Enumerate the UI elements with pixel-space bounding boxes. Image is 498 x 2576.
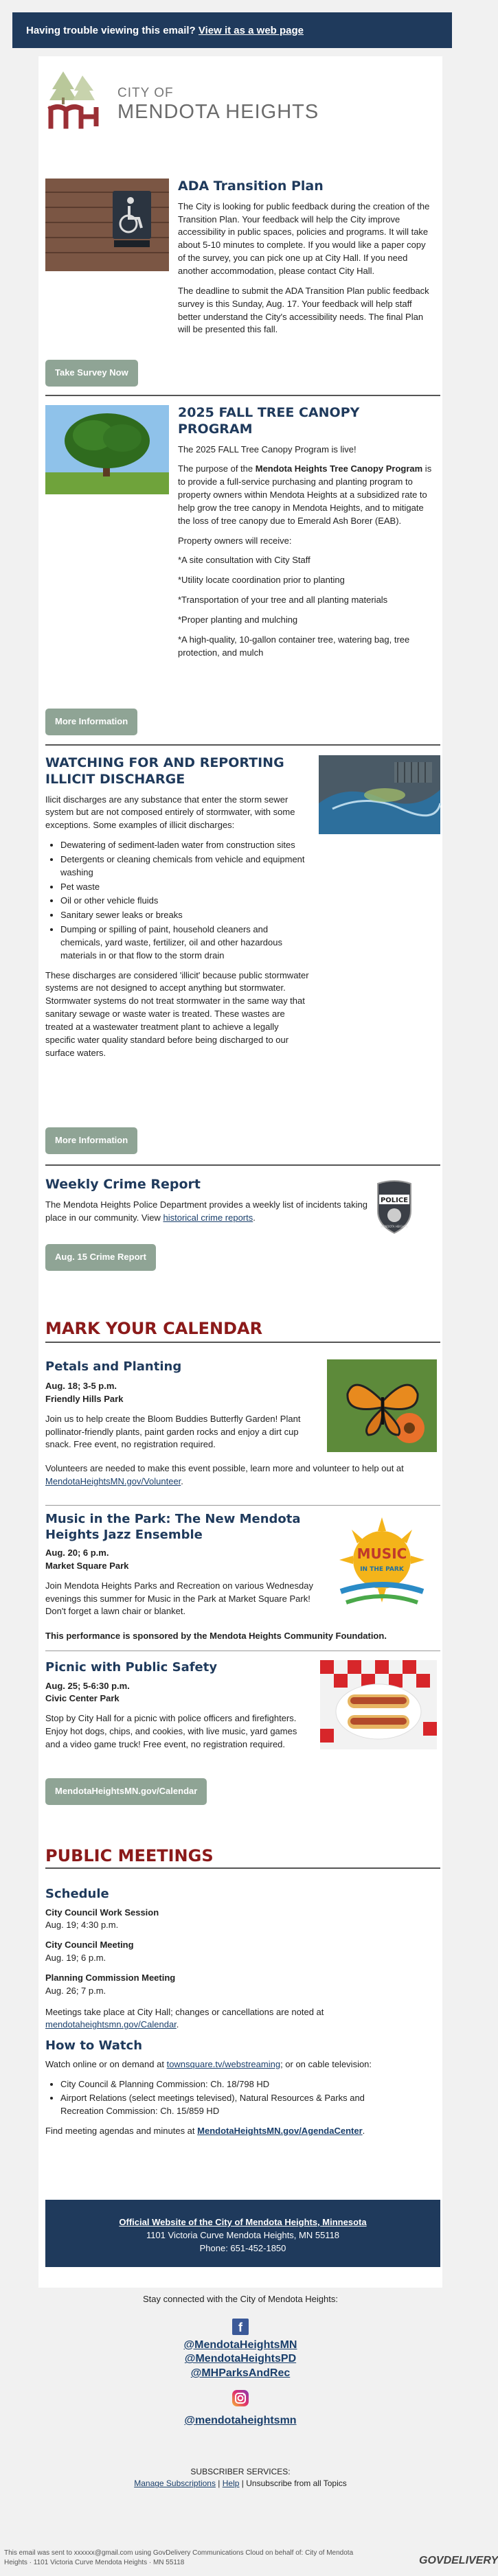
- meetings-note: [45, 2006, 389, 2032]
- tree-text: [178, 405, 432, 666]
- subscriber-services: [38, 2466, 442, 2490]
- picnic-event: [45, 1660, 440, 1784]
- illicit-item: • Oil or other vehicle fluids: [60, 895, 310, 908]
- facebook-icon[interactable]: f: [232, 2319, 249, 2335]
- music-in-park-logo: [327, 1512, 437, 1622]
- city-logo-mark: [45, 69, 109, 130]
- webstreaming-link[interactable]: townsquare.tv/webstreaming: [166, 2058, 281, 2069]
- govdelivery-logo[interactable]: GOVDELIVERY: [419, 2555, 498, 2566]
- facebook-link[interactable]: @MendotaHeightsPD: [184, 2353, 297, 2365]
- illicit-item: • Sanitary sewer leaks or breaks: [60, 909, 310, 922]
- manage-subscriptions-link[interactable]: Manage Subscriptions: [134, 2479, 216, 2489]
- music-text: [45, 1512, 320, 1625]
- music-sponsor: This performance is sponsored by the Mendota Heights Community Foundation.: [45, 1631, 387, 1641]
- volunteer-link[interactable]: MendotaHeightsMN.gov/Volunteer: [45, 1475, 181, 1486]
- separator: |: [241, 2479, 244, 2489]
- petals-text: [45, 1380, 320, 1458]
- petals-where: Friendly Hills Park: [45, 1393, 124, 1404]
- instagram-icon[interactable]: [38, 2389, 442, 2411]
- city-logo[interactable]: [45, 69, 320, 130]
- divider: [45, 395, 440, 396]
- divider: [45, 1505, 440, 1506]
- illicit-item: • Pet waste: [60, 881, 310, 894]
- web-view-link[interactable]: View it as a web page: [198, 25, 304, 36]
- tree-canopy-section: [45, 405, 440, 658]
- music-where: Market Square Park: [45, 1560, 129, 1571]
- tree-p2-start: The purpose of the: [178, 463, 256, 474]
- butterfly-image: [327, 1359, 437, 1452]
- music-event: [45, 1512, 440, 1649]
- petals-when: Aug. 18; 3-5 p.m.: [45, 1381, 117, 1391]
- meeting-name: City Council Meeting: [45, 1940, 134, 1951]
- picnic-text: [45, 1660, 313, 1758]
- crime-text-start: The Mendota Heights Police Department provides a weekly list of incidents taking place in our community. View: [45, 1199, 367, 1223]
- meeting-name: Planning Commission Meeting: [45, 1972, 176, 1983]
- social-section: [38, 2293, 442, 2428]
- divider: [45, 1867, 440, 1869]
- agenda-text-end: .: [362, 2126, 365, 2137]
- social-heading: Stay connected with the City of Mendota Heights:: [143, 2294, 338, 2304]
- email-body: [38, 56, 442, 2288]
- tree-paragraph-1: The 2025 FALL Tree Canopy Program is live!: [178, 444, 356, 455]
- web-view-bar: [12, 12, 452, 48]
- help-link[interactable]: Help: [222, 2479, 240, 2489]
- meeting-date: Aug. 19; 6 p.m.: [45, 1953, 106, 1964]
- divider: [45, 744, 440, 746]
- tree-image: [45, 405, 169, 494]
- badge-bottom-text: MENDOTA HEIGHTS: [381, 1225, 408, 1228]
- storm-drain-image: [319, 755, 440, 834]
- instagram-link[interactable]: @mendotaheightsmn: [184, 2414, 297, 2426]
- divider: [45, 1164, 440, 1166]
- watch-text-end: ; or on cable television:: [280, 2058, 372, 2069]
- agenda-paragraph: [45, 2125, 440, 2138]
- hot-dogs-image: [320, 1660, 437, 1749]
- crime-report-button[interactable]: Aug. 15 Crime Report: [45, 1244, 156, 1271]
- petals-title: Petals and Planting: [45, 1359, 182, 1374]
- take-survey-button[interactable]: Take Survey Now: [45, 360, 138, 387]
- illicit-more-info-button[interactable]: More Information: [45, 1127, 137, 1154]
- tree-p2-end: is to provide a full-service purchasing and planting program to property owners within Mendota Heights at a subsidized rate to help grow the tree canopy in Mendota Heights, and to mitigate the loss of tree canopy due to Emerald Ash Borer (EAB).: [178, 463, 432, 526]
- crime-text: [45, 1177, 368, 1231]
- tree-paragraph-2: [178, 463, 432, 527]
- petals-description: Join us to help create the Bloom Buddies Butterfly Garden! Plant pollinator-friendly plants, paint garden rocks and enjoy a dirt cup snack. Free event, no registration required.: [45, 1413, 301, 1450]
- facebook-links: [38, 2338, 442, 2381]
- illicit-list: [45, 839, 310, 963]
- illicit-paragraph-2: These discharges are considered 'illicit' because public stormwater systems are not designed to accept anything but stormwater. Stormwater systems do not treat stormwater in the same way that sanitary sewage or waste water is treated. These wastes are treated at a wastewater treatment plant to achieve a legally specific water quality standard before being discharged to our surface waters.: [45, 969, 309, 1058]
- cable-item: • City Council & Planning Commission: Ch. 18/798 HD: [60, 2078, 383, 2091]
- petals-event: [45, 1359, 440, 1504]
- illicit-paragraph-1: Ilicit discharges are any substance that enter the storm sewer system but are not composed entirely of stormwater, with some exceptions. Some examples of illicit discharges:: [45, 794, 295, 831]
- ada-title: ADA Transition Plan: [178, 179, 324, 194]
- music-description: Join Mendota Heights Parks and Recreation on various Wednesday evenings this summer for Music in the Park at Market Square Park! Don't forget a lawn chair or blanket.: [45, 1580, 313, 1617]
- ada-sign-image: [45, 179, 169, 271]
- schedule-title: Schedule: [45, 1887, 109, 1901]
- meetings-heading: PUBLIC MEETINGS: [45, 1846, 214, 1865]
- crime-paragraph: [45, 1199, 368, 1225]
- picnic-where: Civic Center Park: [45, 1693, 120, 1704]
- ada-paragraph-1: The City is looking for public feedback during the creation of the Transition Plan. Your feedback will help the City improve accessibility in public spaces, policies and programs. It will take about 5-10 minutes to complete. If you would like a paper copy of the survey, you can pick one up at City Hall. If you need another accommodation, please contact City Hall.: [178, 200, 430, 276]
- watch-title: How to Watch: [45, 2038, 143, 2054]
- web-view-text: Having trouble viewing this email?: [26, 25, 196, 36]
- crime-text-end: .: [253, 1212, 256, 1223]
- crime-title: Weekly Crime Report: [45, 1177, 201, 1192]
- illicit-title: WATCHING FOR AND REPORTING ILLICIT DISCHARGE: [45, 755, 284, 787]
- tree-title: 2025 FALL TREE CANOPY PROGRAM: [178, 405, 360, 437]
- meetings-note-end: .: [176, 2019, 179, 2030]
- illicit-discharge-section: [45, 755, 440, 1064]
- agenda-text: Find meeting agendas and minutes at: [45, 2126, 198, 2137]
- music-title: Music in the Park: The New Mendota Heights Jazz Ensemble: [45, 1512, 301, 1542]
- tree-more-info-button[interactable]: More Information: [45, 709, 137, 735]
- watch-text: Watch online or on demand at: [45, 2058, 167, 2069]
- illicit-item: • Dumping or spilling of paint, household cleaners and chemicals, yard waste, fertilizer, oil and other hazardous materials in or that flow to the storm drain: [60, 923, 310, 963]
- separator: |: [218, 2479, 220, 2489]
- meeting-date: Aug. 26; 7 p.m.: [45, 1985, 106, 1996]
- tree-program-name: Mendota Heights Tree Canopy Program: [255, 463, 423, 474]
- meeting-date: Aug. 19; 4:30 p.m.: [45, 1920, 119, 1931]
- picnic-description: Stop by City Hall for a picnic with police officers and firefighters. Enjoy hot dogs, chips, and cookies, with live music, yard games and a video game truck! Free event, no registration required.: [45, 1713, 297, 1749]
- agenda-center-link[interactable]: MendotaHeightsMN.gov/AgendaCenter: [197, 2126, 363, 2137]
- music-when: Aug. 20; 6 p.m.: [45, 1548, 109, 1558]
- instagram-links: [38, 2413, 442, 2428]
- picnic-title: Picnic with Public Safety: [45, 1660, 218, 1675]
- calendar-link[interactable]: mendotaheightsmn.gov/Calendar: [45, 2019, 177, 2030]
- picnic-when: Aug. 25; 5-6:30 p.m.: [45, 1680, 130, 1691]
- footer-phone: Phone: 651-452-1850: [199, 2242, 286, 2253]
- footer-link-row: [45, 2216, 440, 2229]
- illicit-item: • Dewatering of sediment-laden water from construction sites: [60, 839, 310, 852]
- police-badge-icon: [374, 1180, 415, 1234]
- meeting-name: City Council Work Session: [45, 1907, 159, 1918]
- cable-list: [45, 2078, 383, 2119]
- calendar-link-button[interactable]: MendotaHeightsMN.gov/Calendar: [45, 1778, 207, 1805]
- subscriber-heading: SUBSCRIBER SERVICES:: [190, 2467, 291, 2476]
- meetings-section: [45, 1887, 440, 2196]
- divider: [45, 1342, 440, 1343]
- logo-city-text: CITY OF: [117, 86, 174, 100]
- tree-item: *A site consultation with City Staff: [178, 555, 310, 566]
- tree-item: *Transportation of your tree and all planting materials: [178, 595, 388, 606]
- ada-text: [178, 179, 432, 343]
- ada-section: [45, 179, 440, 343]
- tree-item: *A high-quality, 10-gallon container tree, watering bag, tree protection, and mulch: [178, 634, 410, 658]
- music-logo-bottom: IN THE PARK: [360, 1566, 404, 1573]
- illicit-text: [45, 755, 310, 1067]
- official-website-link[interactable]: Official Website of the City of Mendota Heights, Minnesota: [119, 2217, 367, 2227]
- watch-paragraph: [45, 2058, 440, 2071]
- footer-box: [45, 2200, 440, 2267]
- footer-address: 1101 Victoria Curve Mendota Heights, MN 55118: [146, 2229, 340, 2240]
- facebook-link[interactable]: @MHParksAndRec: [190, 2367, 291, 2380]
- historical-crime-link[interactable]: historical crime reports: [163, 1212, 253, 1223]
- meetings-note-text: Meetings take place at City Hall; changes or cancellations are noted at: [45, 2006, 324, 2017]
- calendar-heading: MARK YOUR CALENDAR: [45, 1319, 263, 1338]
- tree-item: *Proper planting and mulching: [178, 614, 298, 625]
- ada-paragraph-2: The deadline to submit the ADA Transition Plan public feedback survey is this Sunday, Aug. 17. Your feedback will help staff better understand the City's accessibility needs. The final Plan will be presented this fall.: [178, 285, 429, 335]
- petals-volunteer: [45, 1462, 440, 1488]
- music-logo-top: MUSIC: [356, 1545, 407, 1562]
- fine-print: This email was sent to xxxxxx@gmail.com using GovDelivery Communications Cloud on behalf of: City of Mendota Heights · 1101 Victoria Curve Mendota Heights · MN 55118: [4, 2549, 354, 2566]
- tree-item: *Utility locate coordination prior to planting: [178, 575, 345, 586]
- cable-item: • Airport Relations (select meetings televised), Natural Resources & Parks and Recreation Commission: Ch. 15/859 HD: [60, 2092, 383, 2118]
- petals-volunteer-text: Volunteers are needed to make this event possible, learn more and volunteer to help out at: [45, 1463, 404, 1473]
- badge-top-text: POLICE: [380, 1197, 409, 1204]
- petals-volunteer-end: .: [181, 1475, 183, 1486]
- tree-paragraph-3: Property owners will receive:: [178, 535, 292, 546]
- facebook-link[interactable]: @MendotaHeightsMN: [183, 2338, 297, 2351]
- logo-name-text: MENDOTA HEIGHTS: [117, 101, 319, 123]
- illicit-item: • Detergents or cleaning chemicals from vehicle and equipment washing: [60, 853, 310, 879]
- unsubscribe-link[interactable]: Unsubscribe from all Topics: [246, 2479, 347, 2489]
